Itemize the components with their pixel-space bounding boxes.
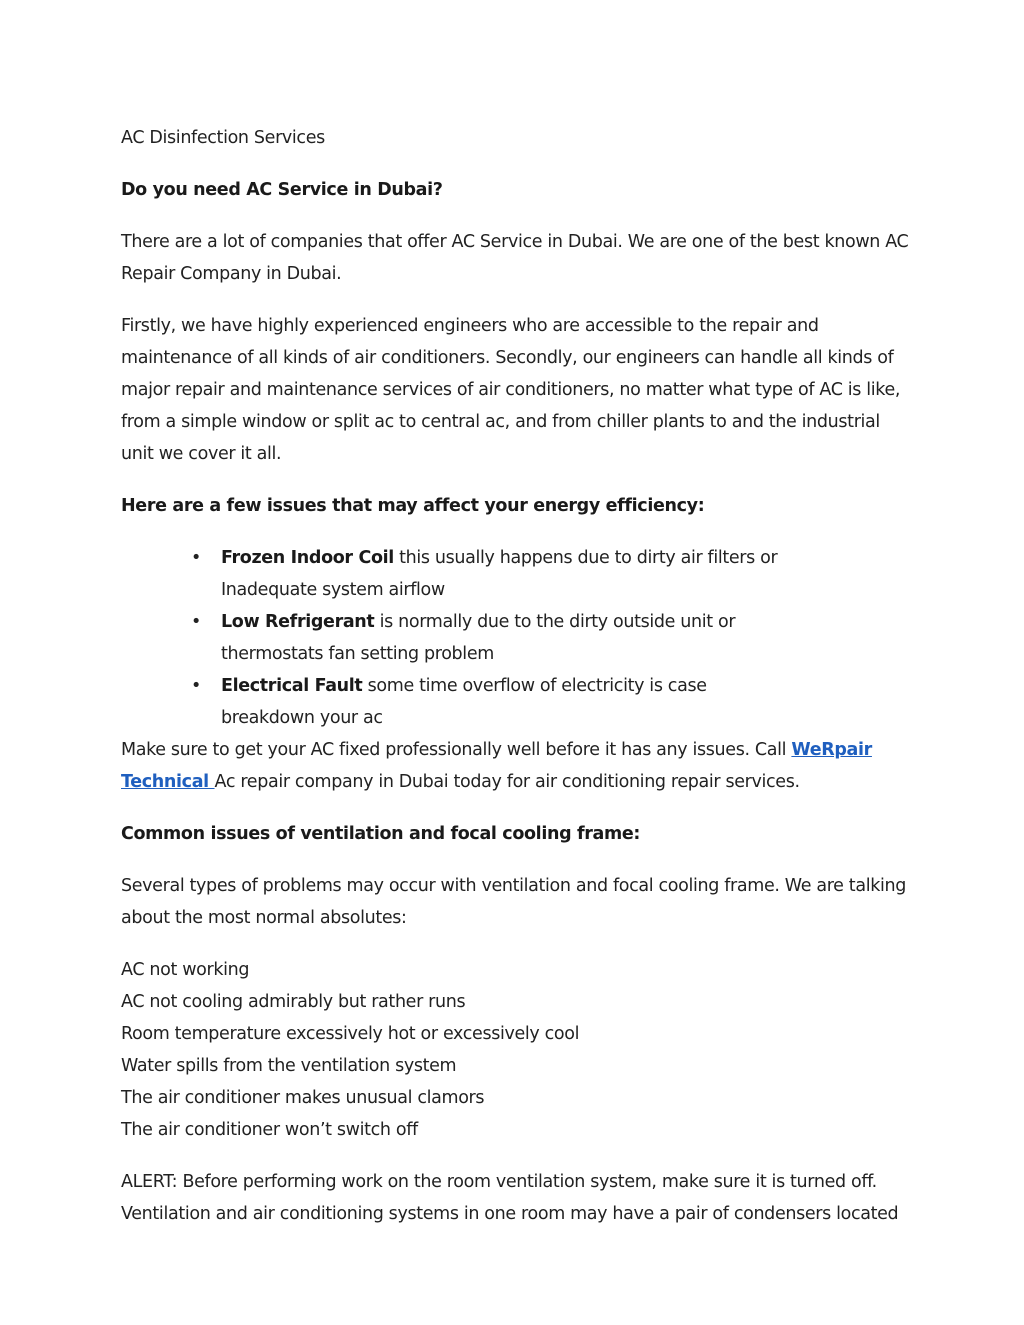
list-item bbox=[191, 606, 781, 670]
heading-energy-issues: Here are a few issues that may affect your energy efficiency: bbox=[121, 496, 705, 516]
bullet-icon: • bbox=[191, 548, 201, 568]
cta-text-before: Make sure to get your AC fixed professionally well before it has any issues. Call bbox=[121, 740, 792, 760]
document-title: AC Disinfection Services bbox=[121, 128, 325, 148]
list-item: Room temperature excessively hot or excessively cool bbox=[121, 1024, 580, 1044]
list-item bbox=[191, 670, 781, 734]
heading-ac-service: Do you need AC Service in Dubai? bbox=[121, 180, 443, 200]
issue-term: Electrical Fault bbox=[221, 676, 363, 696]
list-item: Water spills from the ventilation system bbox=[121, 1056, 457, 1076]
cta-paragraph bbox=[121, 734, 911, 798]
list-item: The air conditioner makes unusual clamors bbox=[121, 1088, 485, 1108]
issue-text: is normally due to the dirty outside unit or thermostats fan setting problem bbox=[221, 612, 736, 664]
issues-list bbox=[121, 542, 911, 734]
werpair-technical-link[interactable]: WeRpair Technical bbox=[121, 740, 872, 792]
issue-text: this usually happens due to dirty air filters or Inadequate system airflow bbox=[221, 548, 778, 600]
list-item bbox=[191, 542, 781, 606]
issue-text: some time overflow of electricity is case breakdown your ac bbox=[221, 676, 707, 728]
alert-paragraph: ALERT: Before performing work on the room ventilation system, make sure it is turned off. Ventilation and air conditioning systems in one room may have a pair of condensers located bbox=[121, 1172, 899, 1224]
heading-common-issues: Common issues of ventilation and focal cooling frame: bbox=[121, 824, 641, 844]
issue-term: Frozen Indoor Coil bbox=[221, 548, 394, 568]
problems-list bbox=[121, 954, 911, 1146]
issue-term: Low Refrigerant bbox=[221, 612, 375, 632]
body-paragraph: Firstly, we have highly experienced engineers who are accessible to the repair and maintenance of all kinds of air conditioners. Secondly, our engineers can handle all kinds of major repair and maintenance services of air conditioners, no matter what type of AC is like, from a simple window or split ac to central ac, and from chiller plants to and the industrial unit we cover it all. bbox=[121, 316, 901, 464]
problems-intro: Several types of problems may occur with ventilation and focal cooling frame. We are talking about the most normal absolutes: bbox=[121, 876, 907, 928]
list-item: AC not working bbox=[121, 960, 250, 980]
cta-text-after: Ac repair company in Dubai today for air conditioning repair services. bbox=[214, 772, 800, 792]
document-page bbox=[121, 122, 911, 1250]
list-item: AC not cooling admirably but rather runs bbox=[121, 992, 466, 1012]
bullet-icon: • bbox=[191, 612, 201, 632]
bullet-icon: • bbox=[191, 676, 201, 696]
intro-paragraph: There are a lot of companies that offer AC Service in Dubai. We are one of the best known AC Repair Company in Dubai. bbox=[121, 232, 909, 284]
list-item: The air conditioner won’t switch off bbox=[121, 1120, 418, 1140]
